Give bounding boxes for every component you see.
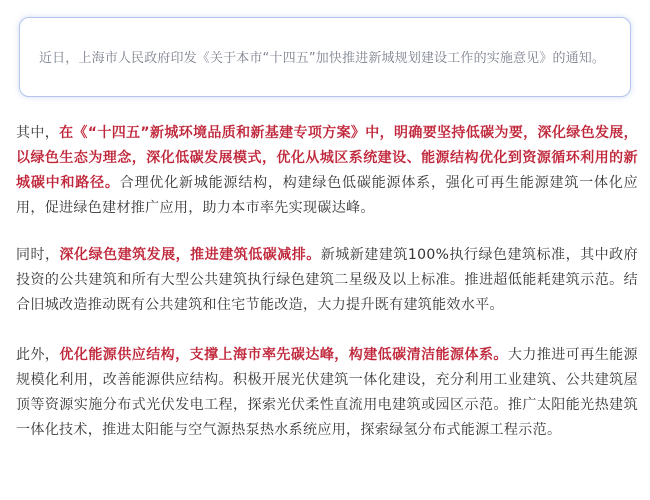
paragraph-lead: 其中，	[16, 125, 60, 141]
intro-callout-box	[19, 17, 631, 97]
paragraph-body: 新城新建建筑100%执行绿色建筑标准，其中政府投资的公共建筑和所有大型公共建筑执行绿色建筑二星级及以上标准。推进超低能耗建筑示范。结合旧城改造推动既有公共建筑和住宅节能改造，大力提升既有建筑能效水平。	[16, 247, 638, 313]
paragraph-body: 大力推进可再生能源规模化利用，改善能源供应结构。积极开展光伏建筑一体化建设，充分利用工业建筑、公共建筑屋顶等资源实施分布式光伏发电工程，探索光伏柔性直流用电建筑或园区示范。推广太阳能光热建筑一体化技术，推进太阳能与空气源热泵热水系统应用，探索绿氢分布式能源工程示范。	[16, 347, 638, 438]
paragraph-highlight: 深化绿色建筑发展，推进建筑低碳减排。	[59, 247, 321, 263]
paragraph-lead: 同时，	[16, 247, 60, 263]
paragraph-highlight: 优化能源供应结构，支撑上海市率先碳达峰，构建低碳清洁能源体系。	[59, 347, 508, 363]
paragraph-green-building	[16, 243, 638, 318]
paragraph-lead: 此外，	[16, 347, 60, 363]
paragraph-highlight: 在《“十四五”新城环境品质和新基建专项方案》中，明确要坚持低碳为要，深化绿色发展，以绿色生态为理念，深化低碳发展模式，优化从城区系统建设、能源结构优化到资源循环利用的新城碳中和路径。	[16, 125, 639, 191]
intro-text: 近日，上海市人民政府印发《关于本市“十四五”加快推进新城规划建设工作的实施意见》的通知。	[39, 51, 606, 66]
paragraph-body: 合理优化新城能源结构，构建绿色低碳能源体系，强化可再生能源建筑一体化应用，促进绿色建材推广应用，助力本市率先实现碳达峰。	[16, 175, 638, 216]
paragraph-low-carbon-plan	[16, 121, 638, 221]
paragraph-energy-supply	[16, 343, 638, 443]
